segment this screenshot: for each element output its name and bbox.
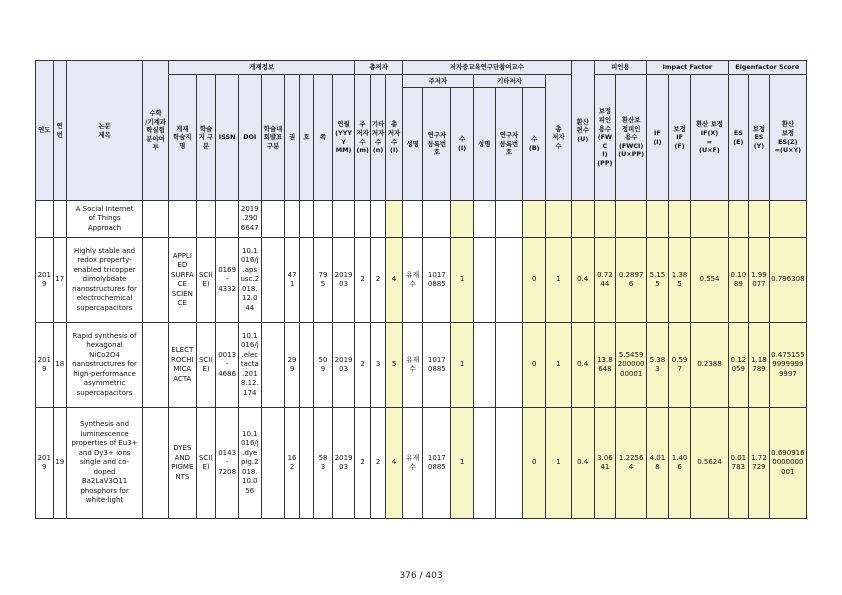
col-header-if: IF (I) bbox=[647, 75, 669, 201]
cell-issn: 0013 - 4686 bbox=[216, 323, 239, 408]
col-header-other-count: 수 (B) bbox=[523, 88, 546, 201]
col-header-journal: 게재 학술지 명 bbox=[168, 75, 196, 201]
cell-fwci bbox=[594, 201, 616, 238]
cell-year-month: 2019 03 bbox=[332, 238, 355, 323]
col-header-es-conv: 환산 보정 ES(Z) =(U×Y) bbox=[769, 75, 806, 201]
cell-year-month: 2019 03 bbox=[332, 323, 355, 408]
cell-issue bbox=[299, 408, 313, 519]
research-output-table bbox=[35, 60, 807, 519]
cell-year bbox=[36, 201, 54, 238]
cell-jtype bbox=[196, 201, 216, 238]
cell-total-authors: 4 bbox=[386, 408, 403, 519]
cell-issue bbox=[299, 201, 313, 238]
group-header-impact-factor: Impact Factor bbox=[647, 61, 728, 75]
cell-year: 201 9 bbox=[36, 408, 54, 519]
cell-doi: 2019 .290 6647 bbox=[238, 201, 261, 238]
cell-fwci: 13.8 648 bbox=[594, 323, 616, 408]
cell-total-authors: 5 bbox=[386, 323, 403, 408]
cell-other-authors: 2 bbox=[370, 238, 385, 323]
cell-year: 201 9 bbox=[36, 323, 54, 408]
cell-if: 5.15 5 bbox=[647, 238, 669, 323]
cell-doi: 10.1 016/j .dye pig.2 018. 10.0 56 bbox=[238, 408, 261, 519]
cell-volume: 29 9 bbox=[285, 323, 299, 408]
cell-total-authors: 4 bbox=[386, 238, 403, 323]
cell-other-reg bbox=[495, 323, 523, 408]
col-header-year-month: 연월 (YYYY MM) bbox=[332, 75, 355, 201]
cell-other-count: 0 bbox=[523, 323, 546, 408]
cell-es-conv: 0.475155 9999999 9997 bbox=[769, 323, 806, 408]
cell-math bbox=[143, 238, 169, 323]
col-header-journal-type: 학술 지 구 분 bbox=[196, 75, 216, 201]
cell-conference bbox=[261, 323, 285, 408]
cell-serial: 17 bbox=[53, 238, 66, 323]
cell-fwci-conv: 5.5459 200000 00001 bbox=[616, 323, 647, 408]
col-header-conv: 환산 편수 (U) bbox=[571, 61, 594, 201]
cell-main-count: 1 bbox=[451, 238, 474, 323]
cell-edu-total bbox=[546, 201, 572, 238]
cell-year: 201 9 bbox=[36, 238, 54, 323]
cell-title: Highly stable and redox property- enabled tricopper dimolybdate nanostructures for electrochemical supercapacitors bbox=[66, 238, 142, 323]
cell-es bbox=[728, 201, 749, 238]
col-header-issn: ISSN bbox=[216, 75, 239, 201]
cell-es-corr: 1.72 729 bbox=[749, 408, 770, 519]
col-header-title: 논문 제목 bbox=[66, 61, 142, 201]
cell-serial bbox=[53, 201, 66, 238]
cell-pages: 79 5 bbox=[314, 238, 333, 323]
col-header-math-field: 수학 /기계과 학실험 분야여 부 bbox=[143, 61, 169, 201]
cell-es: 0.01 783 bbox=[728, 408, 749, 519]
cell-volume: 47 1 bbox=[285, 238, 299, 323]
cell-fwci: 3.06 41 bbox=[594, 408, 616, 519]
col-header-conference: 학술대 회발표 구분 bbox=[261, 75, 285, 201]
cell-other-authors: 3 bbox=[370, 323, 385, 408]
cell-title: Rapid synthesis of hexagonal NiCo2O4 nanostructures for high-performance asymmetric supercapacitors bbox=[66, 323, 142, 408]
cell-journal: ELECT ROCHI MICA ACTA bbox=[168, 323, 196, 408]
cell-math bbox=[143, 323, 169, 408]
cell-if-conv: 0.554 bbox=[691, 238, 728, 323]
cell-journal bbox=[168, 201, 196, 238]
cell-serial: 19 bbox=[53, 408, 66, 519]
cell-total-authors bbox=[386, 201, 403, 238]
cell-math bbox=[143, 201, 169, 238]
table-row bbox=[36, 201, 807, 238]
col-header-main-count: 수 (I) bbox=[451, 88, 474, 201]
col-header-serial: 연번 bbox=[53, 61, 66, 201]
col-header-main-name: 성명 bbox=[402, 88, 423, 201]
cell-other-reg bbox=[495, 238, 523, 323]
cell-if-conv: 0.2388 bbox=[691, 323, 728, 408]
cell-pages bbox=[314, 201, 333, 238]
group-header-other-author: 기타저자 bbox=[473, 75, 545, 88]
cell-fwci-conv: 1.2256 4 bbox=[616, 408, 647, 519]
cell-main-authors bbox=[355, 201, 370, 238]
cell-if-corr: 1.38 5 bbox=[668, 238, 691, 323]
group-header-eigenfactor: Eigenfactor Score bbox=[728, 61, 806, 75]
cell-issue bbox=[299, 323, 313, 408]
col-header-other-reg: 연구자 등록번 호 bbox=[495, 88, 523, 201]
cell-conference bbox=[261, 408, 285, 519]
cell-other-authors: 2 bbox=[370, 408, 385, 519]
cell-es-corr bbox=[749, 201, 770, 238]
cell-journal: DYES AND PIGME NTS bbox=[168, 408, 196, 519]
col-header-other-name: 성명 bbox=[473, 88, 495, 201]
cell-math bbox=[143, 408, 169, 519]
cell-main-reg: 1017 0885 bbox=[423, 238, 451, 323]
cell-other-name bbox=[473, 323, 495, 408]
cell-pages: 58 3 bbox=[314, 408, 333, 519]
col-header-fwci: 보정 피인 용수 (FWC I) (PP) bbox=[594, 75, 616, 201]
cell-conv bbox=[571, 201, 594, 238]
cell-title: Synthesis and luminescence properties of Eu3+ and Dy3+ ions single and co- doped Ba2LaV3O11 phosphors for white-light bbox=[66, 408, 142, 519]
cell-fwci-conv bbox=[616, 201, 647, 238]
group-header-main-author: 주저자 bbox=[402, 75, 473, 88]
cell-conv: 0.4 bbox=[571, 238, 594, 323]
cell-other-count: 0 bbox=[523, 408, 546, 519]
cell-main-reg: 1017 0885 bbox=[423, 408, 451, 519]
cell-jtype: SCI( E) bbox=[196, 238, 216, 323]
col-header-pages: 쪽 bbox=[314, 75, 333, 201]
cell-issn: 0169 - 4332 bbox=[216, 238, 239, 323]
cell-main-reg bbox=[423, 201, 451, 238]
cell-other-authors bbox=[370, 201, 385, 238]
cell-main-name bbox=[402, 201, 423, 238]
cell-main-authors: 2 bbox=[355, 238, 370, 323]
cell-pages: 50 9 bbox=[314, 323, 333, 408]
cell-edu-total: 1 bbox=[546, 408, 572, 519]
cell-if-corr: 1.40 6 bbox=[668, 408, 691, 519]
cell-main-name: 유재 수 bbox=[402, 323, 423, 408]
group-header-authors: 총저자 bbox=[355, 61, 402, 75]
group-header-edu-professors: 저자중교육연구단참여교수 bbox=[402, 61, 571, 75]
cell-serial: 18 bbox=[53, 323, 66, 408]
cell-es-conv: 0.690916 0000000 001 bbox=[769, 408, 806, 519]
cell-other-name bbox=[473, 238, 495, 323]
cell-if: 5.38 3 bbox=[647, 323, 669, 408]
cell-other-reg bbox=[495, 408, 523, 519]
cell-volume: 16 2 bbox=[285, 408, 299, 519]
cell-other-name bbox=[473, 408, 495, 519]
cell-issue bbox=[299, 238, 313, 323]
cell-issn bbox=[216, 201, 239, 238]
group-header-pub-info: 게재정보 bbox=[168, 61, 355, 75]
cell-main-count bbox=[451, 201, 474, 238]
cell-if bbox=[647, 201, 669, 238]
col-header-doi: DOI bbox=[238, 75, 261, 201]
cell-main-count: 1 bbox=[451, 323, 474, 408]
cell-issn: 0143 - 7208 bbox=[216, 408, 239, 519]
cell-es-corr: 1.18 789 bbox=[749, 323, 770, 408]
cell-doi: 10.1 016/j .aps usc.2 018. 12.0 44 bbox=[238, 238, 261, 323]
cell-conference bbox=[261, 238, 285, 323]
col-header-edu-total: 총 저자 수 bbox=[546, 75, 572, 201]
col-header-es: ES (E) bbox=[728, 75, 749, 201]
cell-year-month: 2019 03 bbox=[332, 408, 355, 519]
cell-fwci: 0.72 44 bbox=[594, 238, 616, 323]
cell-main-authors: 2 bbox=[355, 408, 370, 519]
cell-other-count bbox=[523, 201, 546, 238]
cell-conference bbox=[261, 201, 285, 238]
col-header-volume: 권 bbox=[285, 75, 299, 201]
cell-if-corr bbox=[668, 201, 691, 238]
cell-conv: 0.4 bbox=[571, 323, 594, 408]
cell-title: A Social Internet of Things Approach bbox=[66, 201, 142, 238]
cell-if-conv bbox=[691, 201, 728, 238]
cell-main-name: 유재 수 bbox=[402, 408, 423, 519]
cell-es-conv: 0.796308 bbox=[769, 238, 806, 323]
cell-volume bbox=[285, 201, 299, 238]
cell-other-reg bbox=[495, 201, 523, 238]
cell-es: 0.12 059 bbox=[728, 323, 749, 408]
cell-es-corr: 1.99 077 bbox=[749, 238, 770, 323]
cell-other-count: 0 bbox=[523, 238, 546, 323]
page-number: 376 / 403 bbox=[399, 571, 443, 581]
cell-es: 0.10 89 bbox=[728, 238, 749, 323]
col-header-main-reg: 연구자 등록번 호 bbox=[423, 88, 451, 201]
col-header-if-conv: 환산 보정 IF(X) = (U×F) bbox=[691, 75, 728, 201]
cell-main-reg: 1017 0885 bbox=[423, 323, 451, 408]
cell-if: 4.01 8 bbox=[647, 408, 669, 519]
cell-jtype: SCI( E) bbox=[196, 323, 216, 408]
group-header-citation: 피인용 bbox=[594, 61, 647, 75]
table-row bbox=[36, 323, 807, 408]
cell-year-month bbox=[332, 201, 355, 238]
col-header-issue: 호 bbox=[299, 75, 313, 201]
cell-main-name: 유재 수 bbox=[402, 238, 423, 323]
cell-main-authors: 2 bbox=[355, 323, 370, 408]
cell-if-conv: 0.5624 bbox=[691, 408, 728, 519]
header-row-1 bbox=[36, 61, 807, 75]
cell-journal: APPLI ED SURFA CE SCIEN CE bbox=[168, 238, 196, 323]
cell-es-conv bbox=[769, 201, 806, 238]
col-header-year: 연도 bbox=[36, 61, 54, 201]
col-header-fwci-conv: 환산보 정피인 용수 (FWCI) (U×PP) bbox=[616, 75, 647, 201]
cell-edu-total: 1 bbox=[546, 323, 572, 408]
cell-edu-total: 1 bbox=[546, 238, 572, 323]
cell-doi: 10.1 016/j .elec tacta .201 8.12. 174 bbox=[238, 323, 261, 408]
cell-main-count: 1 bbox=[451, 408, 474, 519]
cell-jtype: SCI( E) bbox=[196, 408, 216, 519]
cell-if-corr: 0.59 7 bbox=[668, 323, 691, 408]
col-header-es-corr: 보정 ES (Y) bbox=[749, 75, 770, 201]
col-header-main-authors: 주 저자 수 (m) bbox=[355, 75, 370, 201]
col-header-total-authors: 총 저자 수 (l) bbox=[386, 75, 403, 201]
table-row bbox=[36, 408, 807, 519]
cell-conv: 0.4 bbox=[571, 408, 594, 519]
col-header-other-authors: 기타 저자 수 (n) bbox=[370, 75, 385, 201]
table-row bbox=[36, 238, 807, 323]
cell-other-name bbox=[473, 201, 495, 238]
cell-fwci-conv: 0.2897 6 bbox=[616, 238, 647, 323]
col-header-if-corr: 보정 IF (F) bbox=[668, 75, 691, 201]
